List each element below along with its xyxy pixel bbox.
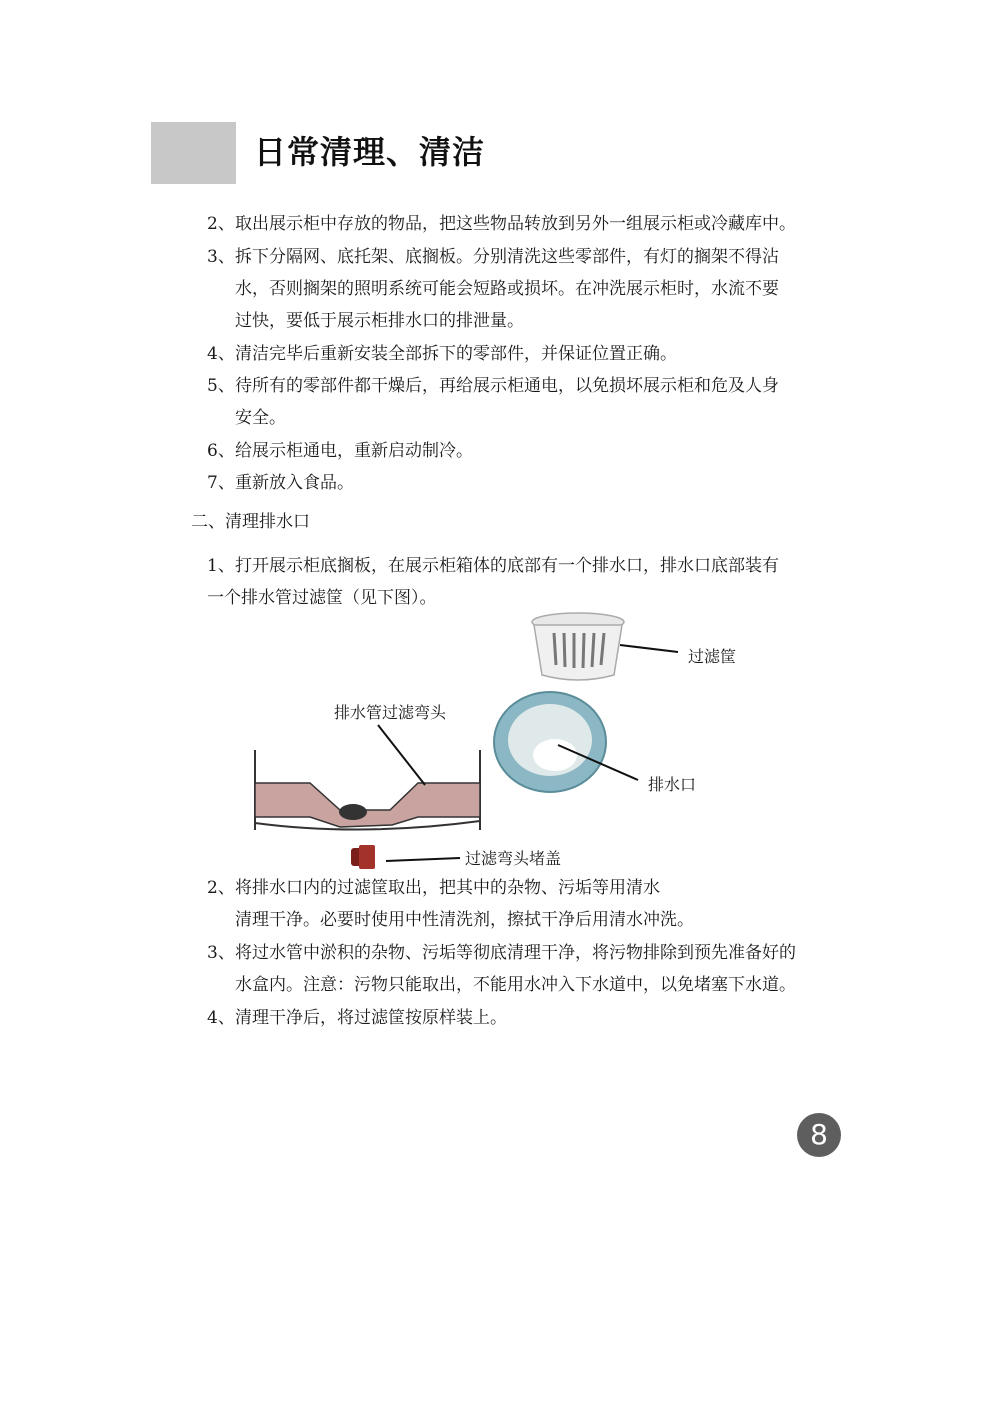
list-item: 1、打开展示柜底搁板，在展示柜箱体的底部有一个排水口，排水口底部装有 一个排水管过滤筐（见下图）。 [207, 556, 779, 608]
list-item: 2、将排水口内的过滤筐取出，把其中的杂物、污垢等用清水 清理干净。必要时使用中性清洗剂，擦拭干净后用清水冲洗。 [207, 878, 694, 930]
list-item: 5、待所有的零部件都干燥后，再给展示柜通电，以免损坏展示柜和危及人身 安全。 [207, 376, 779, 428]
list-item: 4、清洁完毕后重新安装全部拆下的零部件，并保证位置正确。 [207, 344, 677, 364]
label-elbow-cap: 过滤弯头堵盖 [465, 849, 562, 868]
elbow-cap-image [351, 845, 375, 869]
drain-figure [240, 605, 840, 875]
list-item: 7、重新放入食品。 [207, 473, 354, 493]
page-number: 8 [797, 1113, 841, 1157]
drain-illustration [240, 605, 840, 875]
drain-outlet-image [494, 692, 606, 792]
list-item: 4、清理干净后，将过滤筐按原样装上。 [207, 1008, 507, 1028]
drain-elbow-image [255, 750, 480, 830]
filter-basket-image [532, 613, 624, 680]
label-filter-basket: 过滤筐 [688, 647, 737, 666]
label-drain-outlet: 排水口 [648, 775, 697, 794]
list-item: 3、将过水管中淤积的杂物、污垢等彻底清理干净，将污物排除到预先准备好的 水盒内。注意：污物只能取出，不能用水冲入下水道中，以免堵塞下水道。 [207, 943, 796, 995]
section-heading: 二、清理排水口 [191, 512, 310, 532]
page-title: 日常清理、清洁 [254, 133, 486, 171]
title-gray-block [151, 122, 236, 184]
list-item: 3、拆下分隔网、底托架、底搁板。分别清洗这些零部件，有灯的搁架不得沾 水，否则搁架的照明系统可能会短路或损坏。在冲洗展示柜时，水流不要 过快，要低于展示柜排水口的排泄量。 [207, 247, 779, 331]
list-item: 2、取出展示柜中存放的物品，把这些物品转放到另外一组展示柜或冷藏库中。 [207, 214, 796, 234]
label-drain-elbow: 排水管过滤弯头 [334, 703, 447, 722]
list-item: 6、给展示柜通电，重新启动制冷。 [207, 441, 473, 461]
